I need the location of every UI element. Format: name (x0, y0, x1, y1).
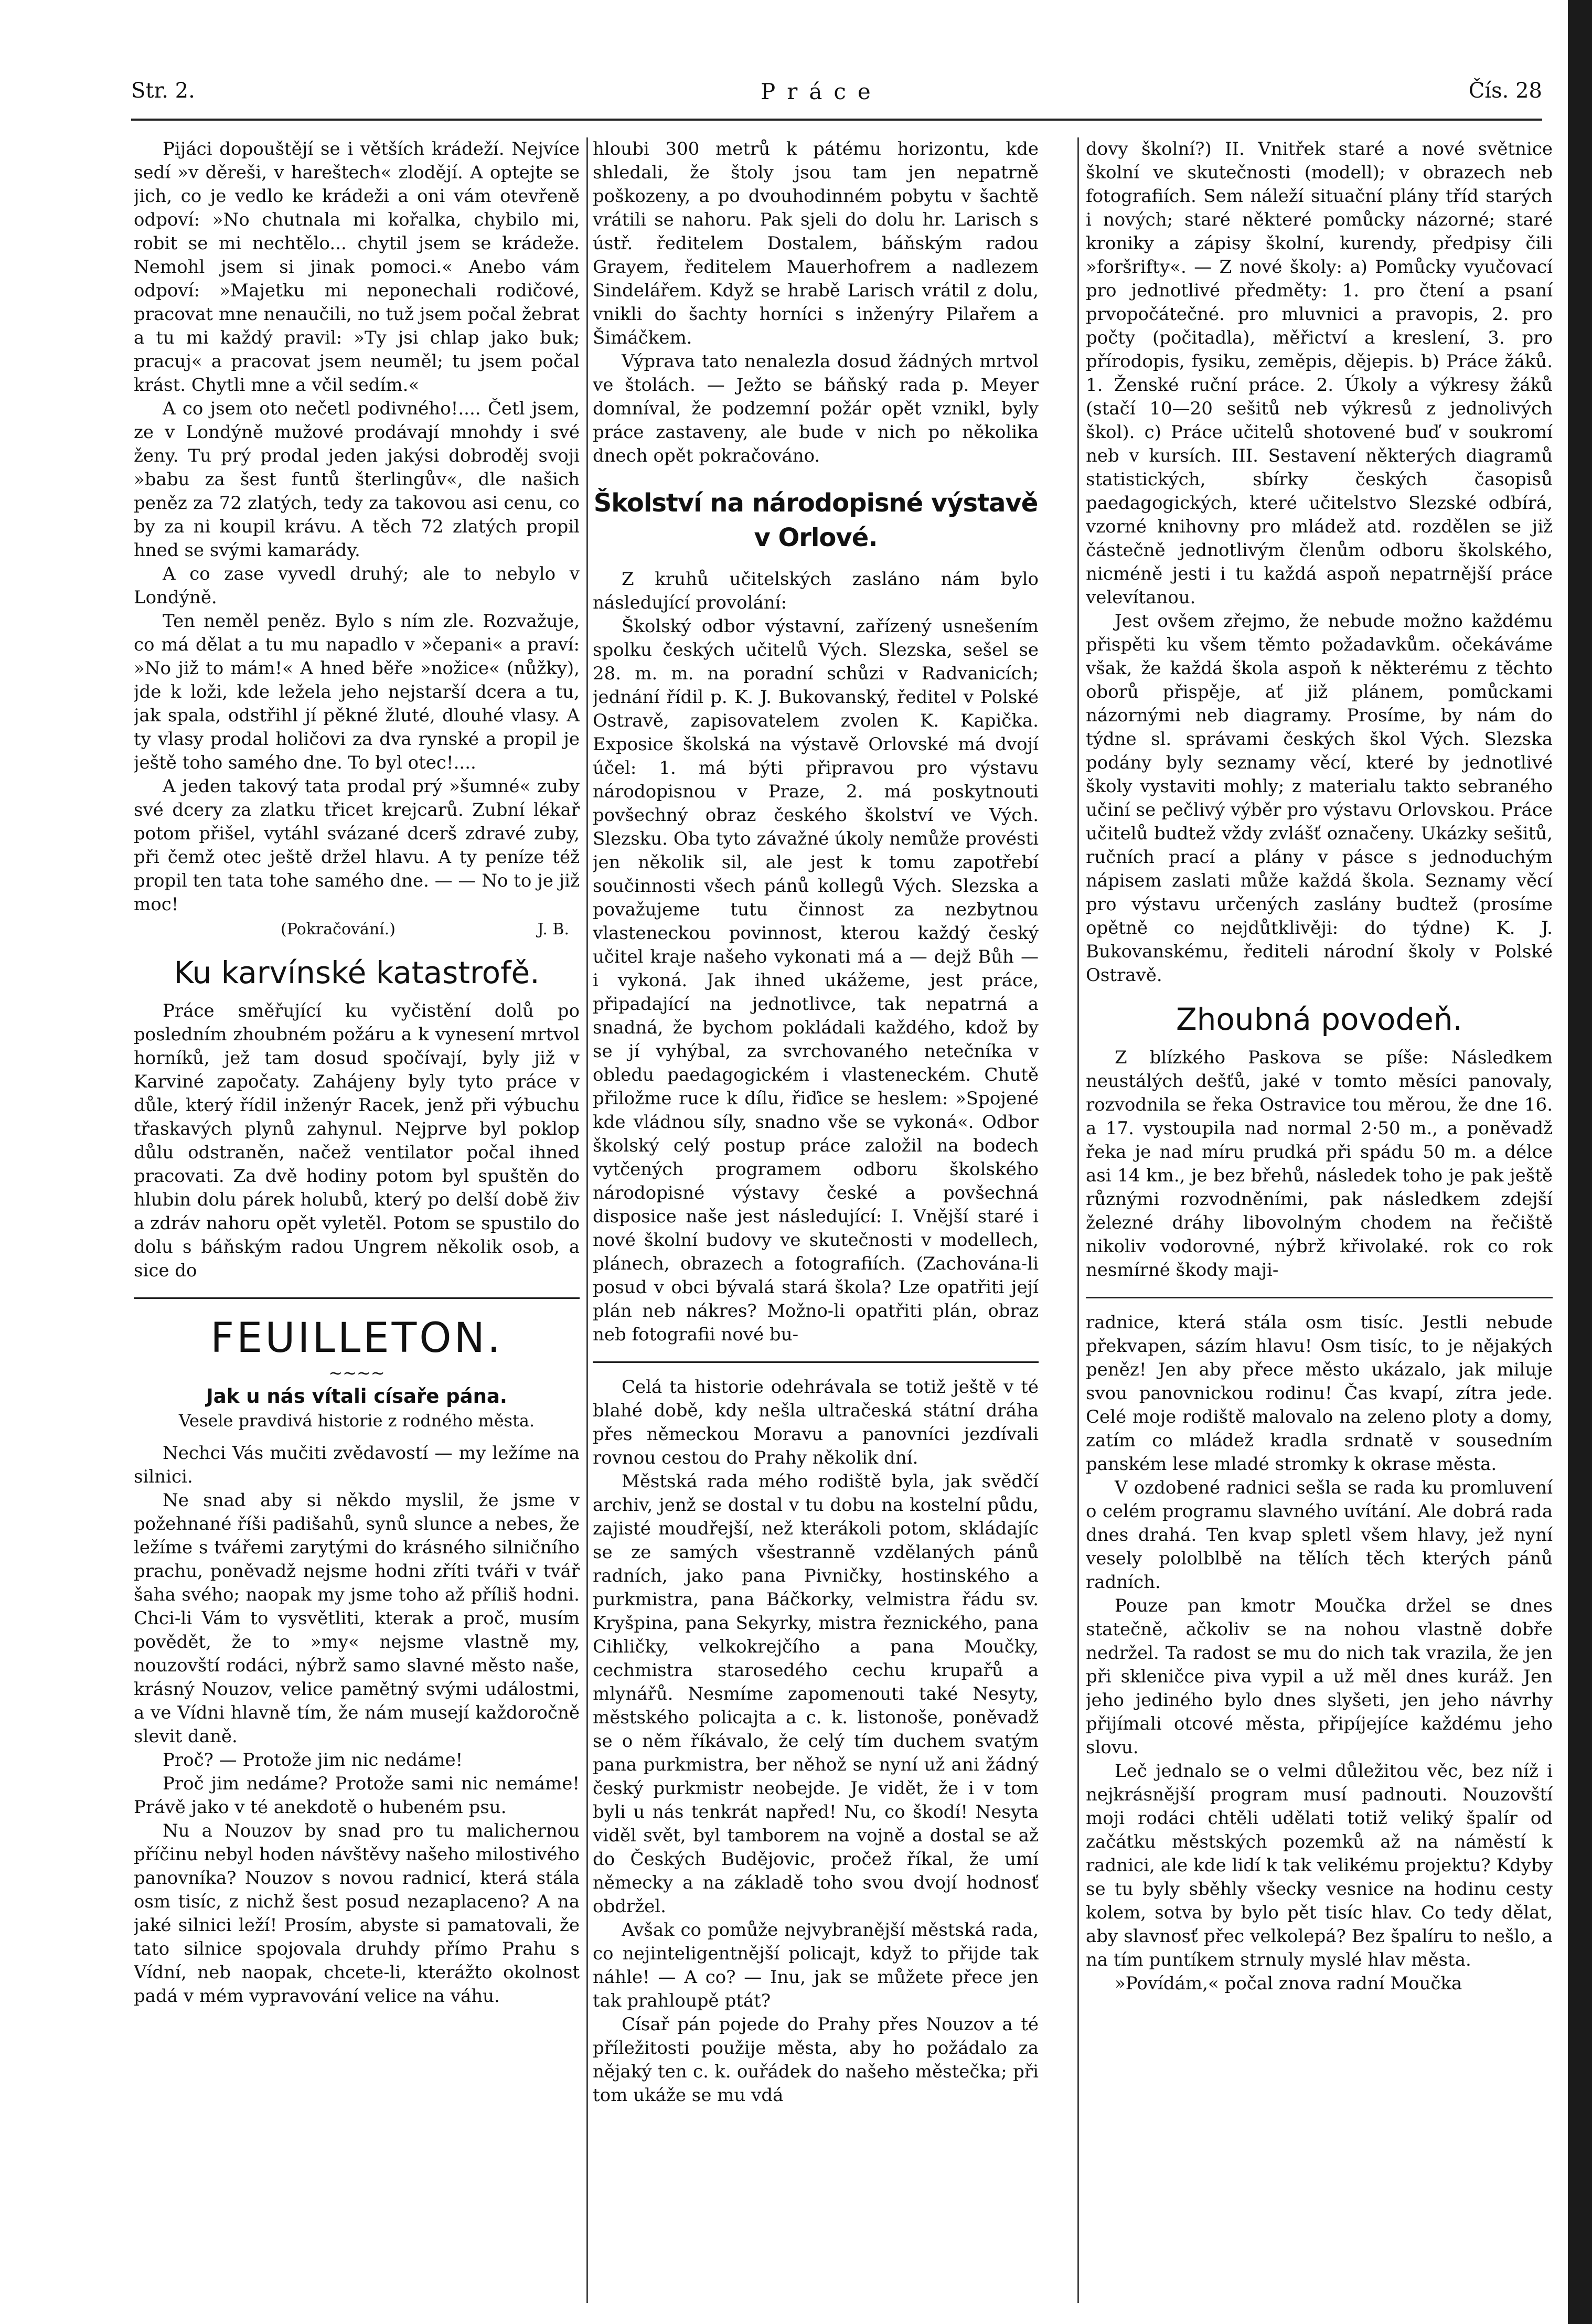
feuilleton-story-title: Jak u nás vítali císaře pána. (206, 1385, 507, 1408)
section-rule (134, 1297, 580, 1299)
feuilleton-paragraph: Proč jim nedáme? Protože sami nic nemáme! Právě jako v té anekdotě o hubeném psu. (134, 1773, 580, 1818)
feuilleton-paragraph: Celá ta historie odehrávala se totiž ještě v té blahé době, kdy nešla ultračeská státní dráha přes německou Moravu a panovníci jezdívali rovnou cestou do Prahy několik dní. (593, 1377, 1039, 1468)
feuilleton-paragraph: Císař pán pojede do Prahy přes Nouzov a té příležitosti použije města, aby ho požádalo za nějaký ten c. k. ouřádek do našeho městečka; při tom ukáže se mu vdá (593, 2014, 1039, 2106)
section-rule (593, 1361, 1039, 1363)
column-1 (134, 137, 580, 2303)
column-rule (1077, 137, 1079, 2303)
section-rule (1086, 1297, 1553, 1298)
article-headline: Školství na národopisné výstavě v Orlové. (593, 488, 1038, 552)
article-paragraph: Z kruhů učitelských zasláno nám bylo následující provolání: (593, 569, 1039, 613)
article-paragraph: Z blízkého Paskova se píše: Následkem neustálých dešťů, jaké v tomto měsíci panovaly, rozvodnila se řeka Ostravice tou měrou, že dne 16. a 17. vystoupila nad normal 2·50 m., a poněvadž řeka je nad míru prudká při spádu 50 m. a délce asi 14 km., je bez břehů, následek toho je pak ještě různými rozvodněními, pak následkem zdejší železné dráhy libovolným chodem na řečiště nikoliv vodorovné, nýbrž křivolaké. rok co rok nesmírné škody maji- (1086, 1047, 1553, 1281)
header-rule (131, 119, 1542, 121)
story-paragraph: A co jsem oto nečetl podivného!.... Četl jsem, ze v Londýně mužové prodávají mnohdy i své ženy. Tu prý prodal jeden jakýsi dobroděj svoji »babu za šest funtů šterlingův«, dle našich peněz za 72 zlatých, tedy za takovou asi cenu, co by za ni koupil krávu. A těch 72 zlatých propil hned se svými kamarády. (134, 398, 580, 561)
story-paragraph: Pijáci dopouštějí se i větších krádeží. Nejvíce sedí »v děreši, v hareštech« zlodějí. A optejte se jich, co je vedlo ke krádeži a oni vám otevřeně odpoví: »No chutnala mi kořalka, chybilo mi, robit se mi nechtělo... chytil jsem se krádeže. Nemohl jsem si jinak pomoci.« Anebo vám odpoví: »Majetku mi neponechali rodičové, pracovat mne nenaučili, no tuž jsem počal žebrat a tu mi každý pravil: »Ty jsi chlap jako buk; pracuj« a pracovat jsem neuměl; tu jsem počal krást. Chytli mne a včil sedím.« (134, 138, 580, 396)
story-paragraph: Ten neměl peněz. Bylo s ním zle. Rozvažuje, co má dělat a tu mu napadlo v »čepani« a praví: »No již to mám!« A hned běře »nožice« (nůžky), jde k loži, kde ležela jeho nejstarší dcera a tu, jak spala, odstřihl jí pěkné žluté, dlouhé vlasy. A ty vlasy prodal holičovi za dva rynské a propil je ještě toho samého dne. To byl otec!.... (134, 611, 580, 773)
scan-border (1568, 0, 1592, 2324)
column-3 (1086, 137, 1553, 2303)
article-headline: Ku karvínské katastrofě. (174, 955, 540, 990)
feuilleton-paragraph: Nechci Vás mučiti zvědavostí — my ležíme na silnici. (134, 1443, 580, 1487)
article-paragraph: dovy školní?) II. Vnitřek staré a nové světnice školní ve skutečnosti (modell); v obrazech neb fotografiích. Sem náleží situační plány tříd starých i nových; staré některé pomůcky názorné; staré kroniky a zápisy školní, kurendy, předpisy čili »foršrifty«. — Z nové školy: a) Pomůcky vyučovací pro jednotlivé předměty: 1. pro čtení a psaní prvopočátečné. pro mluvnici a pravopis, 2. pro počty (počitadla), měřictví a kreslení, 3. pro přírodopis, fysiku, zeměpis, dějepis. b) Práce žáků. 1. Ženské ruční práce. 2. Úkoly a výkresy žáků (stačí 10—20 sešitů neb výkresů z jednolivých škol). c) Práce učitelů shotovené buď v soukromí neb v kursích. III. Sestavení některých diagramů statistických, sbírky českých časopisů paedagogických, které učitelstvo Slezské odbírá, vzorné knihovny pro mládež atd. rozdělen se již částečně jednotlivým členům odboru školského, nicméně jesti i tu každá aspoň nepatrnější práce velevítanou. (1086, 138, 1553, 608)
continuation-line (134, 919, 580, 941)
story-paragraph: A jeden takový tata prodal prý »šumné« zuby své dcery za zlatku třicet krejcarů. Zubní lékař potom přišel, vytáhl svázané dcerš zdravé zuby, při čemž otec ještě držel hlavu. A ty peníze též propil ten tata tohe samého dne. — — No to je již moc! (134, 776, 580, 915)
feuilleton-paragraph: radnice, která stála osm tisíc. Jestli nebude překvapen, sázím hlavu! Osm tisíc, to je nějakých peněz! Jen aby přece město ukázalo, jak miluje svou panovnickou rodinu! Čas kvapí, zítra jede. Celé moje rodiště malovalo na zeleno ploty a domy, zatím co mládež kradla srdnatě v sousedním panském lese mladé stromky k okrase města. (1086, 1312, 1553, 1475)
feuilleton-paragraph: Městská rada mého rodiště byla, jak svědčí archiv, jenž se dostal v tu dobu na kostelní půdu, zajisté moudřejší, než kterákoli potom, skládajíc se ze samých všestranně vzdělaných pánů radních, jako pana Pivničky, hostinského a purkmistra, pana Báčkorky, velmistra řádu sv. Kryšpina, pana Sekyrky, mistra řeznického, pana Cihličky, velkokrejčího a pana Moučky, cechmistra starosedého cechu krupařů a mlynářů. Nesmíme zapomenouti také Nesyty, městského policajta a c. k. listonoše, poněvadž se o něm říkávalo, že celý tím duchem svatým pana purkmistra, ber něhož se nyní už ani žádný český purkmistr neobejde. Je vidět, že i v tom byli u nás tenkrát napřed! Nu, co škodí! Nesyta viděl svět, byl tamborem na vojně a dostal se až do Českých Budějovic, pročež říkal, že umí německy a na základě toho svou dvojí hodnosť obdržel. (593, 1471, 1039, 1917)
article-paragraph: Výprava tato nenalezla dosud žádných mrtvol ve štolách. — Ježto se báňský rada p. Meyer domníval, že podzemní požár opět vznikl, byly práce zastaveny, ale bude v nich po několika dnech opět pokračováno. (593, 351, 1039, 466)
feuilleton-paragraph: Ne snad aby si někdo myslil, že jsme v požehnané říši padišahů, synů slunce a nebes, že ležíme s tvářemi zarytými do krásného silničního prachu, poněvadž nejsme hodni zříti tváři v tvář šaha svého; naopak my jsme toho až příliš hodni. Chci-li Vám to vysvětliti, kterak a proč, musím povědět, že to »my« nejsme vlastně my, nouzovští rodáci, nýbrž samo slavné město naše, krásný Nouzov, velice pamětný svými událostmi, a ve Vídni hlavně tím, že nám musejí každoročně slevit daně. (134, 1490, 580, 1747)
article-paragraph: Jest ovšem zřejmo, že nebude možno každému přispěti ku všem těmto požadavkům. očekáváme však, že každá škola aspoň k některému z těchto oborů přispěje, ať již plánem, pomůckami názornými neb diagramy. Prosíme, by nám do týdne sl. správami českých škol Vých. Slezska podány byly seznamy věcí, které by jednotlivé školy vystaviti mohly; z materialu takto sebraného učiní se pečlivý výběr pro výstavu Orlovskou. Práce učitelů budtež vždy zvlášť označeny. Ukázky sešitů, ručních prací a plány v pásce s jednoduchým nápisem zaslati může každá škola. Seznamy věcí pro výstavu určených zaslány budtež (prosíme opětně co nejdůtklivěji: do týdne) K. J. Bukovanskému, řediteli národní školy v Polské Ostravě. (1086, 611, 1553, 986)
masthead-title: Práce (761, 79, 882, 104)
feuilleton-paragraph: V ozdobené radnici sešla se rada ku promluvení o celém programu slavného uvítání. Ale dobrá rada dnes drahá. Ten kvap spletl všem hlavy, jež nyní vesely pololblbě na tělích těch kterých pánů radních. (1086, 1477, 1553, 1593)
article-paragraph: Školský odbor výstavní, zařízený usnešením spolku českých učitelů Vých. Slezska, sešel se 28. m. m. na poradní schůzi v Radvanicích; jednání řídil p. K. J. Bukovanský, ředitel v Polské Ostravě, zapisovatelem zvolen K. Kapička. Exposice školská na výstavě Orlovské má dvojí účel: 1. má býti připravou pro výstavu národopisnou v Praze, 2. má poskytnouti povšechný obraz českého školství ve Vých. Slezsku. Oba tyto závažné úkoly nemůže provésti jen několik sil, ale jest k tomu zapotřebí součinnosti všech pánů kollegů Vých. Slezska a považujeme tutu činnost za nezbytnou vlasteneckou povinnost, kterou každý český učitel kraje našeho vykonati má a — dejž Bůh — i vykoná. Jak ihned ukážeme, jest práce, připadající na jednotlivce, tak nepatrná a snadná, že bychom pokládali každého, kdož by se jí vyhýbal, za svrchovaného netečníka v obledu paedagogickém i vlasteneckém. Chutě přiložme ruce k dílu, řiďice se heslem: »Spojené kde vládnou síly, snadno vše se vykoná«. Odbor školský celý postup práce založil na bodech vytčených programem odboru školského národopisné výstavy české a povšechná disposice naše jest následující: I. Vnější staré i nové školní budovy ve skutečnosti v modellech, plánech, obrazech a fotografiích. (Zachována-li posud v obci bývalá stará škola? Lze opatřiti její plán neb nákres? Možno-li opatřiti plán, obraz neb fotografii nové bu- (593, 616, 1039, 1345)
column-rule (586, 137, 588, 2303)
feuilleton-paragraph: Leč jednalo se o velmi důležitou věc, bez níž i nejkrásnější program musí padnouti. Nouzovští moji rodáci chtěli udělati totiž veliký špalír od začátku městských pozemků až na náměstí k radnici, ale kde lidí k tak velikému projektu? Kdyby se tu byly sběhly všecky vesnice na hodinu cesty kolem, sotva by bylo pět tisíc hlav. Co tedy dělat, aby slavnosť přec velkolepá? Bez špalíru to nešlo, a na tím puntíkem strnuly myslé hlav města. (1086, 1761, 1553, 1970)
feuilleton-paragraph: Proč? — Protože jim nic nedáme! (163, 1750, 463, 1771)
feuilleton-paragraph: »Povídám,« počal znova radní Moučka (1115, 1973, 1462, 1994)
article-paragraph: hloubi 300 metrů k pátému horizontu, kde shledali, že štoly jsou tam jen nepatrně poškozeny, a po dvouhodinném pobytu v šachtě vrátili se nahoru. Pak sjeli do dolu hr. Larisch s ústř. ředitelem Dostalem, báňským radou Grayem, ředitelem Mauerhofrem a nadlezem Sindelářem. Když se hrabě Larisch vrátil z dolu, vnikli do šachty horníci s inženýry Pilařem a Šimáčkem. (593, 138, 1039, 348)
article-headline: Zhoubná povodeň. (1176, 1001, 1463, 1037)
feuilleton-subtitle: Vesele pravdivá historie z rodného města. (178, 1411, 535, 1431)
decorative-flourish: ~~~~ (328, 1363, 385, 1383)
feuilleton-heading: FEUILLETON. (210, 1315, 503, 1362)
feuilleton-paragraph: Nu a Nouzov by snad pro tu malichernou příčinu nebyl hoden návštěvy našeho milostivého panovníka? Nouzov s novou radnicí, která stála osm tisíc, z nichž šest posud nezaplaceno? A na jaké silnici leží! Prosím, abyste si pamatovali, že tato silnice spojovala druhdy přímo Prahu s Vídní, neb naopak, chcete-li, kterážto okolnost padá v mém vypravování velice na váhu. (134, 1820, 580, 2007)
feuilleton-paragraph: Avšak co pomůže nejvybranější městská rada, co nejinteligentnější policajt, když to přijde tak náhle! — A co? — Inu, jak se můžete přece jen tak prahloupě ptát? (593, 1920, 1039, 2011)
page-number: Str. 2. (131, 79, 195, 103)
article-paragraph: Práce směřující ku vyčistění dolů po posledním zhoubném požáru a k vynesení mrtvol horníků, jež tam dosud spočívají, byly již v Karviné započaty. Zahájeny byly tyto práce v důle, který řídil inženýr Racek, jenž při výbuchu třaskavých plynů zahynul. Nejprve byl poklop důlu odstraněn, načež ventilator počal ihned pracovati. Za dvě hodiny potom byl spuštěn do hlubin dolu párek holubů, který po delší době živ a zdráv nahoru opět vyletěl. Potom se spustilo do dolu s báňským radou Ungrem několik osob, a sice do (134, 1000, 580, 1281)
story-paragraph: A co zase vyvedl druhý; ale to nebylo v Londýně. (134, 563, 580, 608)
feuilleton-paragraph: Pouze pan kmotr Moučka držel se dnes statečně, ačkoliv se na nohou vlastně dobře nedržel. Ta radost se mu do nich tak vrazila, že jen při skleničce piva vypil a už měl dnes kuráž. Jen jeho jediného bylo dnes slyšeti, jen jeho návrhy přijímali otcové města, připíjejíce každému jeho slovu. (1086, 1595, 1553, 1758)
issue-number: Čís. 28 (1468, 79, 1542, 103)
author-initials: J. B. (537, 920, 569, 939)
page-header (131, 73, 1542, 105)
column-2 (593, 137, 1039, 2303)
continuation-note: (Pokračování.) (281, 920, 396, 939)
